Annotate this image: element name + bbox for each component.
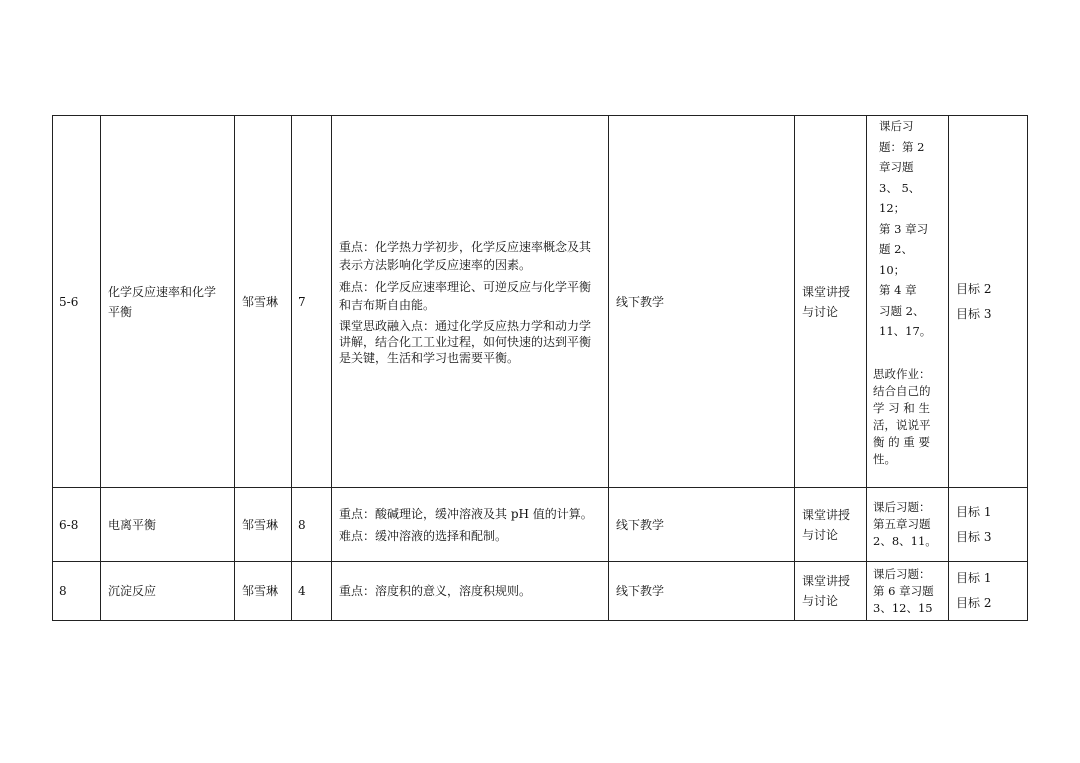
goal-item: 目标 3 [956, 306, 992, 321]
teacher-cell: 邹雪琳 [235, 562, 292, 621]
topic-cell: 沉淀反应 [101, 562, 235, 621]
content-key-points: 重点：酸碱理论，缓冲溶液及其 pH 值的计算。 [339, 506, 593, 521]
ideology-homework-line: 活，说说平 [873, 417, 931, 432]
homework-cell [867, 562, 949, 621]
goal-item: 目标 2 [956, 281, 992, 296]
method-cell: 课堂讲授与讨论 [795, 562, 867, 621]
content-cell [332, 562, 609, 621]
homework-line: 章习题 [879, 160, 914, 174]
homework-line: 课后习题： [873, 566, 931, 581]
homework-line: 题 2、 [879, 242, 913, 256]
goal-item: 目标 2 [956, 596, 992, 610]
hours-cell: 7 [292, 116, 332, 488]
ideology-homework-line: 衡 的 重 要 [873, 434, 930, 449]
homework-line: 题：第 2 [879, 139, 925, 154]
homework-line: 第 4 章 [879, 283, 917, 297]
homework-cell [867, 488, 949, 562]
teacher-cell: 邹雪琳 [235, 488, 292, 562]
table-row [53, 488, 1028, 562]
homework-line: 第五章习题 [873, 517, 931, 531]
content-difficulties: 难点：化学反应速率理论、可逆反应与化学平衡和吉布斯自由能。 [339, 279, 592, 312]
homework-line: 12； [879, 201, 906, 215]
method-cell: 课堂讲授与讨论 [795, 488, 867, 562]
content-ideology: 课堂思政融入点：通过化学反应热力学和动力学讲解，结合化工工业过程，如何快速的达到平衡是关键，生活和学习也需要平衡。 [339, 318, 592, 365]
homework-line: 2、8、11。 [873, 534, 937, 548]
goal-item: 目标 3 [956, 529, 992, 544]
hours-cell: 4 [292, 562, 332, 621]
homework-line: 11、17。 [879, 324, 932, 338]
goals-cell [949, 562, 1028, 621]
week-cell: 5-6 [53, 116, 101, 488]
goals-cell [949, 488, 1028, 562]
topic-cell: 电离平衡 [101, 488, 235, 562]
goal-item: 目标 1 [956, 571, 992, 585]
homework-line: 第 3 章习 [879, 221, 929, 236]
homework-line: 10； [879, 262, 906, 277]
homework-line: 课后习题： [873, 500, 931, 514]
homework-line: 习题 2、 [879, 303, 925, 318]
homework-line: 3、 5、 [879, 180, 921, 195]
content-cell [332, 116, 609, 488]
ideology-homework-line: 思政作业： [873, 366, 931, 381]
week-cell: 6-8 [53, 488, 101, 562]
table-row [53, 116, 1028, 488]
homework-cell [867, 116, 949, 488]
content-key-points: 重点：溶度积的意义，溶度积规则。 [339, 584, 532, 598]
goals-cell [949, 116, 1028, 488]
hours-cell: 8 [292, 488, 332, 562]
ideology-homework-line: 学 习 和 生 [873, 400, 930, 415]
content-cell [332, 488, 609, 562]
table-row [53, 562, 1028, 621]
homework-line: 3、12、15 [873, 600, 933, 615]
goal-item: 目标 1 [956, 504, 992, 519]
content-key-points: 重点：化学热力学初步，化学反应速率概念及其表示方法影响化学反应速率的因素。 [339, 239, 592, 272]
course-schedule-table [52, 115, 1028, 621]
ideology-homework-line: 性。 [873, 451, 896, 466]
mode-cell: 线下教学 [609, 488, 795, 562]
homework-line: 课后习 [879, 119, 914, 133]
topic-cell: 化学反应速率和化学平衡 [101, 116, 235, 488]
ideology-homework-line: 结合自己的 [873, 383, 931, 398]
method-cell: 课堂讲授与讨论 [795, 116, 867, 488]
homework-line: 第 6 章习题 [873, 583, 934, 598]
mode-cell: 线下教学 [609, 116, 795, 488]
week-cell: 8 [53, 562, 101, 621]
teacher-cell: 邹雪琳 [235, 116, 292, 488]
content-difficulties: 难点：缓冲溶液的选择和配制。 [339, 528, 508, 543]
mode-cell: 线下教学 [609, 562, 795, 621]
